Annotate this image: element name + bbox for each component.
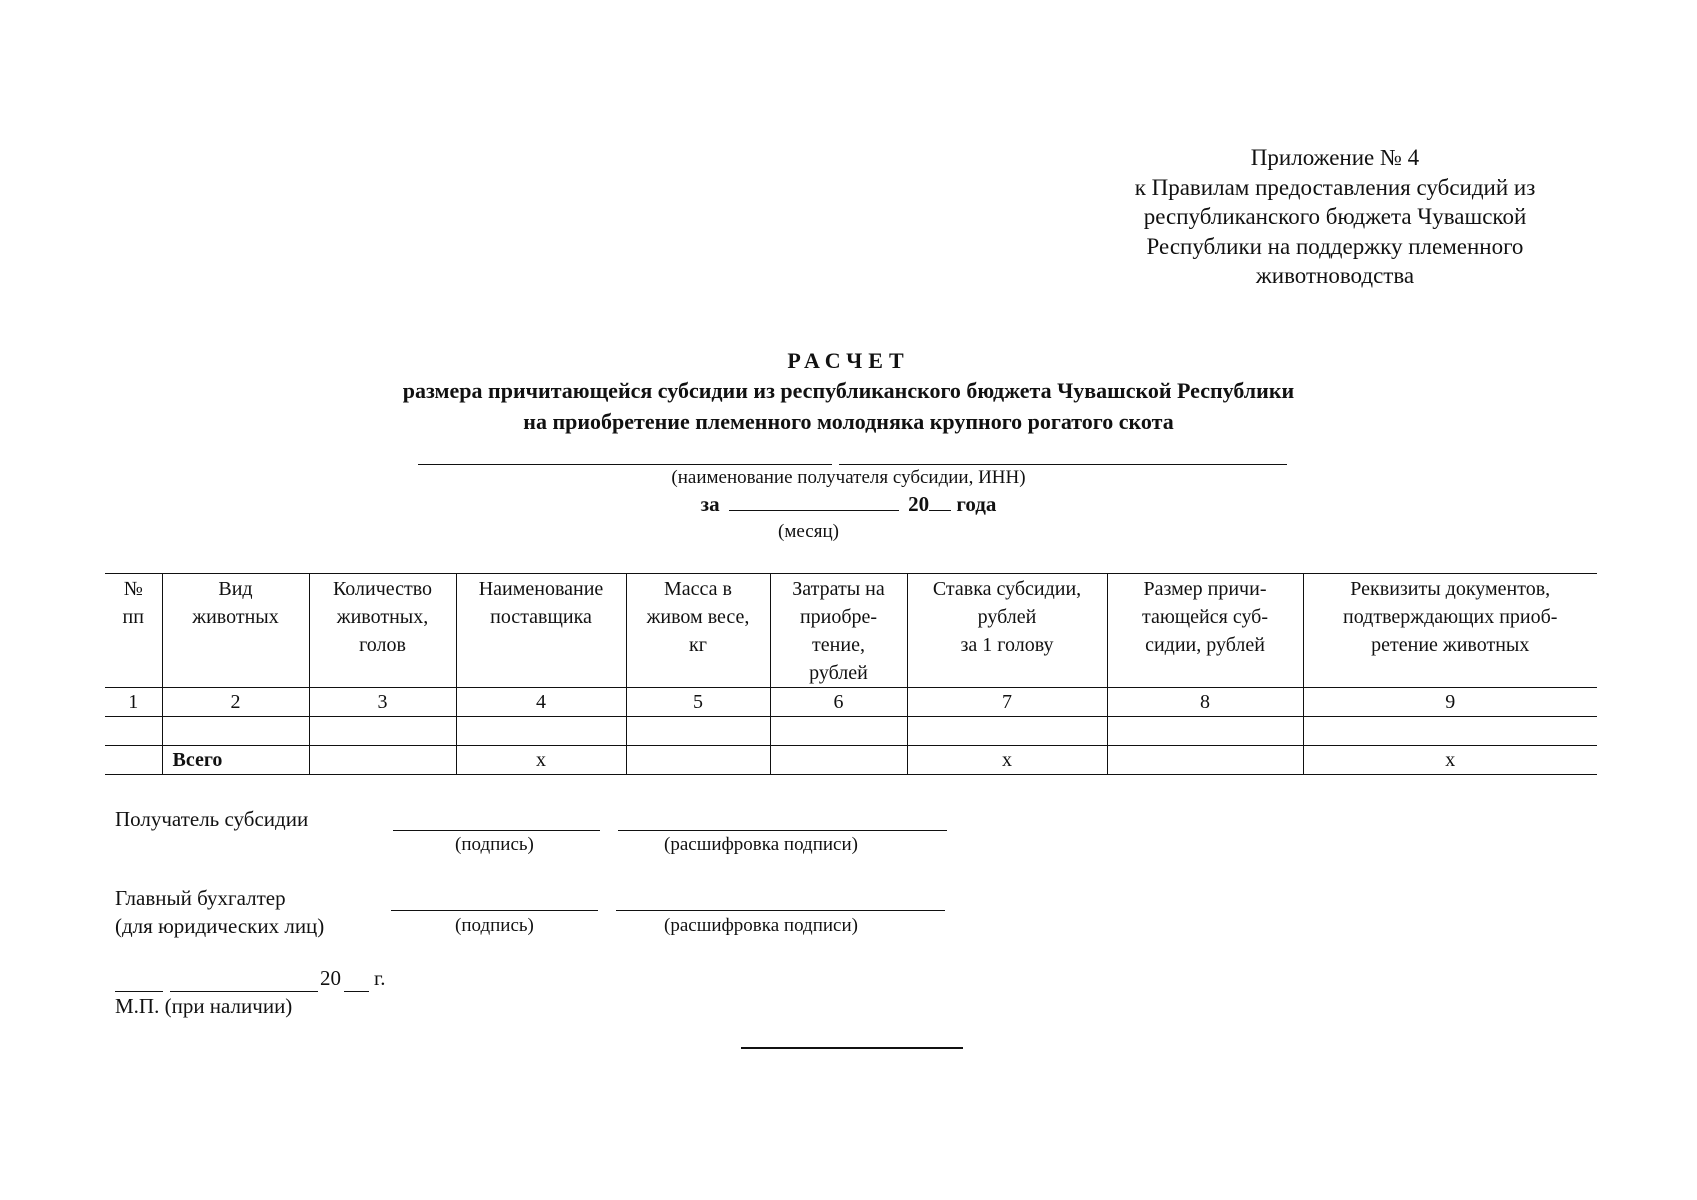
month-blank xyxy=(729,492,899,511)
accountant-decryption-caption: (расшифровка подписи) xyxy=(664,915,858,936)
accountant-label-line-1: Главный бухгалтер xyxy=(115,886,286,910)
table-header-cell xyxy=(1303,574,1597,688)
document-title: РАСЧЕТ xyxy=(787,348,910,373)
date-year-line xyxy=(344,991,369,992)
recipient-caption: (наименование получателя субсидии, ИНН) xyxy=(671,467,1026,488)
total-cell xyxy=(309,746,456,775)
column-number-cell: 4 xyxy=(456,688,626,717)
header-text: пп xyxy=(122,606,144,628)
table-row xyxy=(105,717,1597,746)
table-cell xyxy=(309,717,456,746)
table-header-cell xyxy=(907,574,1107,688)
header-text: животных xyxy=(192,606,279,628)
total-cell: x xyxy=(1303,746,1597,775)
stamp-label: М.П. (при наличии) xyxy=(115,994,293,1018)
annex-line-4: Республики на поддержку племенного xyxy=(1146,233,1524,259)
recipient-name-line-left xyxy=(418,464,832,465)
annex-block xyxy=(1100,143,1570,291)
table-header-cell xyxy=(1107,574,1303,688)
accountant-signature-caption: (подпись) xyxy=(455,915,534,936)
column-number-cell: 3 xyxy=(309,688,456,717)
recipient-decryption-caption: (расшифровка подписи) xyxy=(664,834,858,855)
recipient-decryption-line xyxy=(618,830,947,831)
period-prefix: за xyxy=(700,492,720,516)
header-text: за 1 голову xyxy=(960,634,1054,656)
header-text: сидии, рублей xyxy=(1145,634,1265,656)
table-header-cell xyxy=(770,574,907,688)
table-cell xyxy=(162,717,309,746)
table-cell xyxy=(626,717,770,746)
table-header-cell xyxy=(162,574,309,688)
period-suffix: года xyxy=(956,492,997,516)
year-blank xyxy=(929,492,951,511)
table-cell xyxy=(770,717,907,746)
header-text: животных, xyxy=(336,606,429,628)
header-text: подтверждающих приоб- xyxy=(1343,606,1558,628)
header-text: Затраты на xyxy=(792,578,885,600)
document-subtitle-line-2: на приобретение племенного молодняка крупного рогатого скота xyxy=(523,409,1174,434)
recipient-name-line-right xyxy=(839,464,1287,465)
column-number-cell: 6 xyxy=(770,688,907,717)
annex-line-5: животноводства xyxy=(1255,263,1415,288)
total-cell: x xyxy=(456,746,626,775)
column-number-cell: 8 xyxy=(1107,688,1303,717)
table-header-cell xyxy=(456,574,626,688)
calculation-table xyxy=(105,573,1597,775)
date-day-line xyxy=(115,991,163,992)
annex-line-1: Приложение № 4 xyxy=(1250,145,1420,170)
table-cell xyxy=(1303,717,1597,746)
header-text: тение, xyxy=(812,634,865,656)
period-line xyxy=(0,492,1697,517)
total-cell xyxy=(1107,746,1303,775)
header-text: Масса в xyxy=(664,578,732,600)
recipient-signature-caption: (подпись) xyxy=(455,834,534,855)
table-cell xyxy=(907,717,1107,746)
table-header-cell xyxy=(309,574,456,688)
total-label-cell: Всего xyxy=(162,746,309,775)
header-text: Ставка субсидии, xyxy=(932,578,1082,600)
period-year-prefix: 20 xyxy=(908,492,930,516)
header-text: Количество xyxy=(332,578,433,600)
accountant-decryption-line xyxy=(616,910,945,911)
header-text: кг xyxy=(689,634,707,656)
table-cell xyxy=(105,717,162,746)
table-cell xyxy=(456,717,626,746)
column-number-cell: 7 xyxy=(907,688,1107,717)
date-month-line xyxy=(170,991,318,992)
table-header-cell xyxy=(105,574,162,688)
column-number-cell: 9 xyxy=(1303,688,1597,717)
header-text: поставщика xyxy=(490,606,592,628)
date-suffix: г. xyxy=(374,966,386,990)
header-text: голов xyxy=(359,634,406,656)
total-cell xyxy=(626,746,770,775)
table-header-cell xyxy=(626,574,770,688)
table-column-numbers-row xyxy=(105,688,1597,717)
header-text: приобре- xyxy=(799,606,878,628)
total-cell: x xyxy=(907,746,1107,775)
document-subtitle-line-1: размера причитающейся субсидии из республиканского бюджета Чувашской Республики xyxy=(402,378,1295,403)
header-text: Реквизиты документов, xyxy=(1350,578,1551,600)
header-text: № xyxy=(123,578,143,600)
recipient-signature-label: Получатель субсидии xyxy=(115,807,309,831)
table-header-row xyxy=(105,574,1597,688)
header-text: Размер причи- xyxy=(1143,578,1267,600)
column-number-cell: 2 xyxy=(162,688,309,717)
annex-line-3: республиканского бюджета Чувашской xyxy=(1143,204,1527,229)
column-number-cell: 5 xyxy=(626,688,770,717)
annex-line-2: к Правилам предоставления субсидий из xyxy=(1134,174,1536,200)
closing-rule xyxy=(741,1047,963,1049)
total-cell xyxy=(105,746,162,775)
date-year-prefix: 20 xyxy=(320,966,341,990)
accountant-signature-line xyxy=(391,910,598,911)
header-text: рублей xyxy=(977,606,1037,628)
column-number-cell: 1 xyxy=(105,688,162,717)
total-cell xyxy=(770,746,907,775)
header-text: ретение животных xyxy=(1371,634,1530,656)
header-text: Наименование xyxy=(478,578,604,600)
table-cell xyxy=(1107,717,1303,746)
header-text: тающейся суб- xyxy=(1141,606,1269,628)
table-total-row xyxy=(105,746,1597,775)
header-text: Вид xyxy=(218,578,253,600)
header-text: живом весе, xyxy=(646,606,750,628)
recipient-signature-line xyxy=(393,830,600,831)
accountant-label-line-2: (для юридических лиц) xyxy=(115,914,325,938)
header-text: рублей xyxy=(809,662,868,684)
month-caption: (месяц) xyxy=(778,521,839,542)
